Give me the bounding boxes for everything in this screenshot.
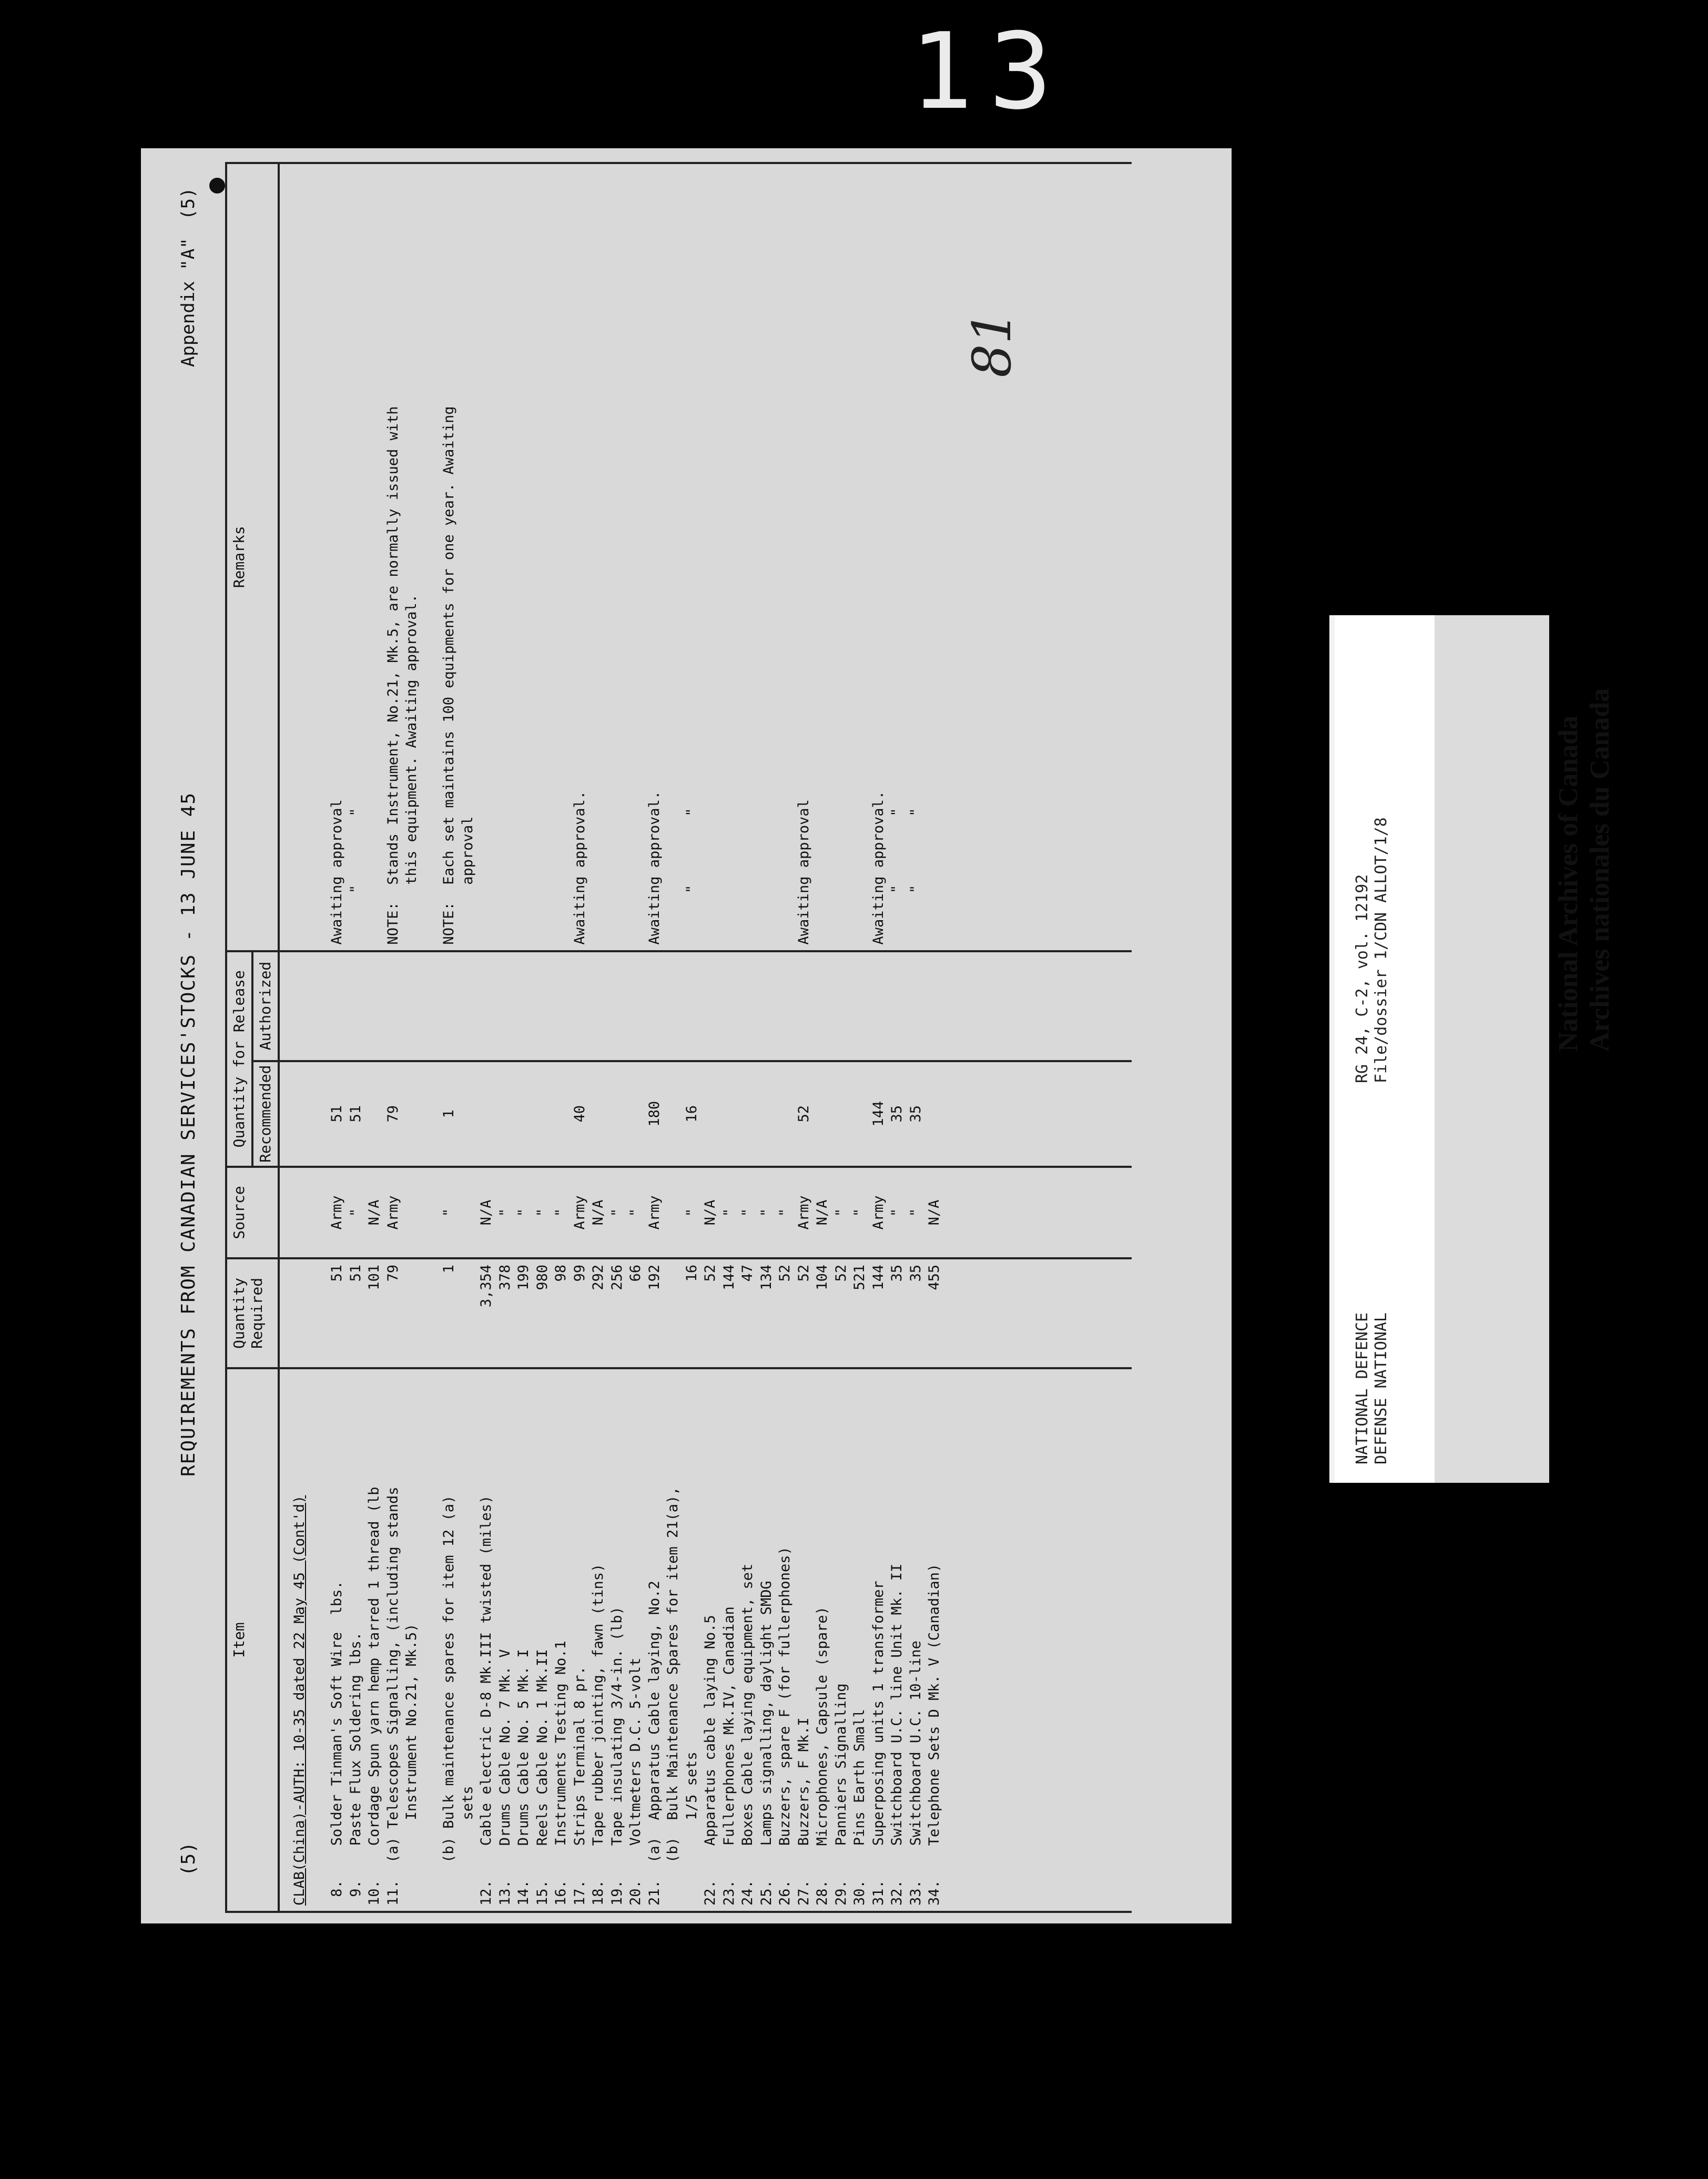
microfilm-frame-number: 13 bbox=[910, 11, 1068, 133]
row-34-remarks bbox=[925, 169, 944, 945]
row-23-item: 23. Fullerphones Mk.IV, Canadian bbox=[720, 1606, 737, 1906]
row-4-remarks bbox=[365, 169, 384, 945]
row-0-authorized bbox=[290, 958, 309, 1055]
stamp-department: NATIONAL DEFENCE DEFENSE NATIONAL bbox=[1353, 1312, 1390, 1464]
row-16-item: 18. Tape rubber jointing, fawn (tins) bbox=[590, 1563, 606, 1906]
row-2-rec: 51 bbox=[329, 1105, 345, 1123]
row-6-remarks: this equipment. Awaiting approval. bbox=[403, 594, 420, 945]
row-32-source: " bbox=[889, 1208, 905, 1217]
row-5-authorized bbox=[384, 958, 403, 1055]
row-4-authorized bbox=[365, 958, 384, 1055]
row-29-rec bbox=[832, 1067, 851, 1160]
row-0-source bbox=[290, 1173, 309, 1252]
row-31-source: Army bbox=[870, 1195, 887, 1230]
row-10-item: 12. Cable electric D-8 Mk.III twisted (miles) bbox=[478, 1495, 494, 1906]
row-23-qty: 144 bbox=[720, 1265, 737, 1290]
row-20-qty bbox=[664, 1265, 683, 1362]
row-1-qty bbox=[309, 1265, 328, 1362]
row-3-item: 9. Paste Flux Soldering lbs. bbox=[347, 1632, 364, 1906]
row-27-remarks: Awaiting approval bbox=[795, 799, 812, 945]
row-21-item: 1/5 sets bbox=[683, 1752, 700, 1906]
punch-hole bbox=[209, 178, 225, 194]
row-3-remarks: " " bbox=[347, 808, 364, 945]
row-3-source: " bbox=[347, 1208, 364, 1217]
row-22-source: N/A bbox=[702, 1199, 718, 1226]
row-3-qty: 51 bbox=[347, 1265, 364, 1282]
row-30-source: " bbox=[851, 1208, 868, 1217]
row-4-source: N/A bbox=[366, 1199, 382, 1226]
row-31-qty: 144 bbox=[870, 1265, 887, 1290]
row-34-rec bbox=[925, 1067, 944, 1160]
row-4-rec bbox=[365, 1067, 384, 1160]
row-27-source: Army bbox=[795, 1195, 812, 1230]
row-29-source: " bbox=[832, 1208, 849, 1217]
page-marker-right: (5) bbox=[178, 187, 199, 220]
stamp-reference: RG 24, C-2, vol. 12192 File/dossier 1/CDN ALLOT/1/8 bbox=[1353, 817, 1390, 1083]
row-17-source: " bbox=[608, 1208, 625, 1217]
row-33-remarks: " " bbox=[907, 808, 924, 945]
row-6-qty bbox=[402, 1265, 421, 1362]
source-column bbox=[279, 1167, 1132, 1258]
row-0-remarks bbox=[290, 169, 309, 945]
row-7-remarks bbox=[421, 169, 440, 945]
row-30-remarks bbox=[850, 169, 869, 945]
row-16-qty: 292 bbox=[590, 1265, 606, 1290]
row-14-source: " bbox=[553, 1208, 569, 1217]
row-15-source: Army bbox=[571, 1195, 588, 1230]
row-27-item: 27. Buzzers, F Mk.I bbox=[795, 1717, 812, 1906]
row-26-authorized bbox=[776, 958, 795, 1055]
row-19-authorized bbox=[645, 958, 664, 1055]
row-5-qty: 79 bbox=[384, 1265, 401, 1282]
row-10-rec bbox=[477, 1067, 496, 1160]
header-item: Item bbox=[226, 1368, 279, 1912]
row-22-item: 22. Apparatus cable laying No.5 bbox=[702, 1615, 718, 1906]
row-27-rec: 52 bbox=[795, 1105, 812, 1123]
row-9-rec bbox=[459, 1067, 477, 1160]
row-17-authorized bbox=[608, 958, 627, 1055]
row-14-authorized bbox=[552, 958, 571, 1055]
row-24-source: " bbox=[739, 1208, 756, 1217]
row-18-item: 20. Voltmeters D.C. 5-volt bbox=[627, 1657, 644, 1906]
row-30-authorized bbox=[850, 958, 869, 1055]
row-33-source: " bbox=[907, 1208, 924, 1217]
remarks-column bbox=[279, 163, 1132, 951]
row-20-authorized bbox=[664, 958, 683, 1055]
row-7-item bbox=[421, 1374, 440, 1906]
row-25-authorized bbox=[757, 958, 776, 1055]
row-16-rec bbox=[589, 1067, 608, 1160]
row-6-authorized bbox=[402, 958, 421, 1055]
row-34-item: 34. Telephone Sets D Mk. V (Canadian) bbox=[926, 1563, 942, 1906]
row-32-qty: 35 bbox=[889, 1265, 905, 1282]
row-33-rec: 35 bbox=[907, 1105, 924, 1123]
row-7-source bbox=[421, 1173, 440, 1252]
row-8-rec: 1 bbox=[441, 1109, 457, 1118]
row-21-source: " bbox=[683, 1208, 700, 1217]
row-30-item: 30. Pins Earth Small bbox=[851, 1709, 868, 1906]
row-19-rec: 180 bbox=[646, 1101, 663, 1127]
row-14-item: 16. Instruments Testing No.1 bbox=[553, 1641, 569, 1906]
row-14-rec bbox=[552, 1067, 571, 1160]
row-21-authorized bbox=[683, 958, 702, 1055]
row-28-rec bbox=[813, 1067, 832, 1160]
row-8-remarks: NOTE: Each set maintains 100 equipments for one year. Awaiting bbox=[441, 406, 457, 945]
header-qty-required: Quantity Required bbox=[226, 1258, 279, 1368]
item-column bbox=[279, 1368, 1132, 1912]
row-11-remarks bbox=[496, 169, 515, 945]
row-7-authorized bbox=[421, 958, 440, 1055]
row-11-qty: 378 bbox=[496, 1265, 513, 1290]
handwritten-page-number: 81 bbox=[961, 310, 1023, 378]
row-24-qty: 47 bbox=[739, 1265, 756, 1282]
row-13-remarks bbox=[533, 169, 552, 945]
row-15-item: 17. Strips Terminal 8 pr. bbox=[571, 1666, 588, 1906]
row-14-qty: 98 bbox=[553, 1265, 569, 1282]
row-20-rec bbox=[664, 1067, 683, 1160]
row-31-authorized bbox=[869, 958, 888, 1055]
row-26-source: " bbox=[777, 1208, 793, 1217]
row-33-qty: 35 bbox=[907, 1265, 924, 1282]
authorized-column bbox=[279, 951, 1132, 1061]
row-30-qty: 521 bbox=[851, 1265, 868, 1290]
row-12-item: 14. Drums Cable No. 5 Mk. I bbox=[515, 1649, 532, 1906]
row-12-rec bbox=[514, 1067, 533, 1160]
row-6-rec bbox=[402, 1067, 421, 1160]
row-26-qty: 52 bbox=[777, 1265, 793, 1282]
row-8-qty: 1 bbox=[441, 1265, 457, 1274]
row-18-qty: 66 bbox=[627, 1265, 644, 1282]
row-5-remarks: NOTE: Stands Instrument, No.21, Mk.5, are normally issued with bbox=[384, 406, 401, 945]
row-29-item: 29. Panniers Signalling bbox=[832, 1683, 849, 1906]
row-28-authorized bbox=[813, 958, 832, 1055]
row-25-item: 25. Lamps signalling, daylight SMDG bbox=[758, 1581, 775, 1906]
header-qty-release: Quantity for Release bbox=[226, 951, 252, 1167]
row-16-authorized bbox=[589, 958, 608, 1055]
row-31-remarks: Awaiting approval. bbox=[870, 790, 887, 945]
row-10-qty: 3,354 bbox=[478, 1265, 494, 1308]
row-15-authorized bbox=[571, 958, 589, 1055]
row-24-remarks bbox=[738, 169, 757, 945]
header-source: Source bbox=[226, 1167, 279, 1258]
header-remarks: Remarks bbox=[226, 163, 279, 951]
row-26-rec bbox=[776, 1067, 795, 1160]
row-19-source: Army bbox=[646, 1195, 663, 1230]
row-26-item: 26. Buzzers, spare F (for fullerphones) bbox=[777, 1546, 793, 1906]
row-27-authorized bbox=[795, 958, 814, 1055]
qty-required-column bbox=[279, 1258, 1132, 1368]
row-31-rec: 144 bbox=[870, 1101, 887, 1127]
document-page bbox=[141, 148, 1232, 1923]
row-25-rec bbox=[757, 1067, 776, 1160]
row-13-rec bbox=[533, 1067, 552, 1160]
row-5-rec: 79 bbox=[384, 1105, 401, 1123]
row-28-item: 28. Microphones, Capsule (spare) bbox=[814, 1606, 830, 1906]
row-22-remarks bbox=[701, 169, 720, 945]
row-0-qty bbox=[290, 1265, 309, 1362]
recommended-column bbox=[279, 1061, 1132, 1167]
row-2-remarks: Awaiting approval bbox=[329, 799, 345, 945]
row-1-rec bbox=[309, 1067, 328, 1160]
row-32-remarks: " " bbox=[889, 808, 905, 945]
row-9-authorized bbox=[459, 958, 477, 1055]
row-25-source: " bbox=[758, 1208, 775, 1217]
row-30-rec bbox=[850, 1067, 869, 1160]
row-28-qty: 104 bbox=[814, 1265, 830, 1290]
row-29-authorized bbox=[832, 958, 851, 1055]
row-19-item: 21. (a) Apparatus Cable laying, No.2 bbox=[646, 1581, 663, 1906]
row-20-item: (b) Bulk Maintenance Spares for item 21(a), bbox=[665, 1486, 681, 1906]
row-28-source: N/A bbox=[814, 1199, 830, 1226]
row-8-source: " bbox=[441, 1208, 457, 1217]
row-34-authorized bbox=[925, 958, 944, 1055]
row-11-rec bbox=[496, 1067, 515, 1160]
row-10-authorized bbox=[477, 958, 496, 1055]
row-21-qty: 16 bbox=[683, 1265, 700, 1282]
document-sheet bbox=[141, 148, 1232, 1923]
row-32-authorized bbox=[888, 958, 907, 1055]
archive-stamp bbox=[1329, 615, 1615, 1483]
row-22-qty: 52 bbox=[702, 1265, 718, 1282]
row-18-remarks bbox=[626, 169, 645, 945]
row-1-remarks bbox=[309, 169, 328, 945]
row-20-remarks bbox=[664, 169, 683, 945]
row-0-item: CLAB(China)-AUTH: 10-35 dated 22 May 45 (Cont'd) bbox=[291, 1495, 308, 1906]
row-12-source: " bbox=[515, 1208, 532, 1217]
row-27-qty: 52 bbox=[795, 1265, 812, 1282]
row-32-item: 32. Switchboard U.C. line Unit Mk. II bbox=[889, 1563, 905, 1906]
row-15-remarks: Awaiting approval. bbox=[571, 790, 588, 945]
row-25-qty: 134 bbox=[758, 1265, 775, 1290]
row-18-rec bbox=[626, 1067, 645, 1160]
row-23-authorized bbox=[720, 958, 739, 1055]
row-9-source bbox=[459, 1173, 477, 1252]
row-17-qty: 256 bbox=[608, 1265, 625, 1290]
row-12-remarks bbox=[514, 169, 533, 945]
row-13-source: " bbox=[534, 1208, 551, 1217]
row-3-rec: 51 bbox=[347, 1105, 364, 1123]
row-24-item: 24. Boxes Cable laying equipment, set bbox=[739, 1563, 756, 1906]
stamp-archives-band bbox=[1435, 615, 1615, 1483]
row-17-rec bbox=[608, 1067, 627, 1160]
row-23-remarks bbox=[720, 169, 739, 945]
row-22-authorized bbox=[701, 958, 720, 1055]
row-4-item: 10. Cordage Spun yarn hemp tarred 1 thread (lb bbox=[366, 1486, 382, 1906]
row-13-qty: 980 bbox=[534, 1265, 551, 1290]
row-9-remarks: approval bbox=[459, 816, 476, 945]
row-24-rec bbox=[738, 1067, 757, 1160]
row-4-qty: 101 bbox=[366, 1265, 382, 1290]
row-13-item: 15. Reels Cable No. 1 Mk.II bbox=[534, 1649, 551, 1906]
header-authorized: Authorized bbox=[252, 951, 279, 1061]
row-24-authorized bbox=[738, 958, 757, 1055]
row-6-source bbox=[402, 1173, 421, 1252]
row-16-remarks bbox=[589, 169, 608, 945]
row-14-remarks bbox=[552, 169, 571, 945]
row-11-authorized bbox=[496, 958, 515, 1055]
row-16-source: N/A bbox=[590, 1199, 606, 1226]
row-1-item bbox=[309, 1374, 328, 1906]
row-6-item: Instrument No.21, Mk.5) bbox=[403, 1623, 420, 1906]
row-10-source: N/A bbox=[478, 1199, 494, 1226]
row-33-authorized bbox=[907, 958, 926, 1055]
row-7-rec bbox=[421, 1067, 440, 1160]
row-10-remarks bbox=[477, 169, 496, 945]
row-3-authorized bbox=[347, 958, 365, 1055]
row-18-source: " bbox=[627, 1208, 644, 1217]
row-2-source: Army bbox=[329, 1195, 345, 1230]
row-19-remarks: Awaiting approval. bbox=[646, 790, 663, 945]
row-2-qty: 51 bbox=[329, 1265, 345, 1282]
row-33-item: 33. Switchboard U.C. 10-line bbox=[907, 1641, 924, 1906]
row-9-item: sets bbox=[459, 1786, 476, 1906]
row-0-rec bbox=[290, 1067, 309, 1160]
header-recommended: Recommended bbox=[252, 1061, 279, 1167]
row-5-source: Army bbox=[384, 1195, 401, 1230]
row-23-rec bbox=[720, 1067, 739, 1160]
row-19-qty: 192 bbox=[646, 1265, 663, 1290]
row-18-authorized bbox=[626, 958, 645, 1055]
row-9-qty bbox=[459, 1265, 477, 1362]
row-22-rec bbox=[701, 1067, 720, 1160]
stamp-reference-panel bbox=[1335, 615, 1435, 1483]
row-8-item: (b) Bulk maintenance spares for item 12 (a) bbox=[441, 1495, 457, 1906]
row-2-item: 8. Solder Tinman's Soft Wire lbs. bbox=[329, 1581, 345, 1906]
row-11-source: " bbox=[496, 1208, 513, 1217]
row-2-authorized bbox=[328, 958, 347, 1055]
row-34-source: N/A bbox=[926, 1199, 942, 1226]
row-32-rec: 35 bbox=[889, 1105, 905, 1123]
row-26-remarks bbox=[776, 169, 795, 945]
stamp-archives-name: National Archives of Canada Archives nationales du Canada bbox=[1553, 688, 1615, 1052]
row-7-qty bbox=[421, 1265, 440, 1362]
row-28-remarks bbox=[813, 169, 832, 945]
row-21-remarks: " " bbox=[683, 808, 700, 945]
appendix-label: Appendix "A" bbox=[178, 238, 199, 367]
row-15-qty: 99 bbox=[571, 1265, 588, 1282]
row-13-authorized bbox=[533, 958, 552, 1055]
row-21-rec: 16 bbox=[683, 1105, 700, 1123]
row-34-qty: 455 bbox=[926, 1265, 942, 1290]
row-15-rec: 40 bbox=[571, 1105, 588, 1123]
row-29-qty: 52 bbox=[832, 1265, 849, 1282]
row-23-source: " bbox=[720, 1208, 737, 1217]
row-11-item: 13. Drums Cable No. 7 Mk. V bbox=[496, 1649, 513, 1906]
page-marker-left: (5) bbox=[178, 1841, 199, 1876]
row-29-remarks bbox=[832, 169, 851, 945]
row-17-remarks bbox=[608, 169, 627, 945]
row-12-qty: 199 bbox=[515, 1265, 532, 1290]
document-title: REQUIREMENTS FROM CANADIAN SERVICES'STOCKS - 13 JUNE 45 bbox=[178, 791, 199, 1477]
row-25-remarks bbox=[757, 169, 776, 945]
row-1-source bbox=[309, 1173, 328, 1252]
row-17-item: 19. Tape insulating 3/4-in. (lb) bbox=[608, 1606, 625, 1906]
requirements-table bbox=[225, 162, 1132, 1913]
row-1-authorized bbox=[309, 958, 328, 1055]
row-12-authorized bbox=[514, 958, 533, 1055]
row-8-authorized bbox=[440, 958, 459, 1055]
row-5-item: 11. (a) Telescopes Signalling, (including stands bbox=[384, 1486, 401, 1906]
row-20-source bbox=[664, 1173, 683, 1252]
row-31-item: 31. Superposing units 1 transformer bbox=[870, 1581, 887, 1906]
